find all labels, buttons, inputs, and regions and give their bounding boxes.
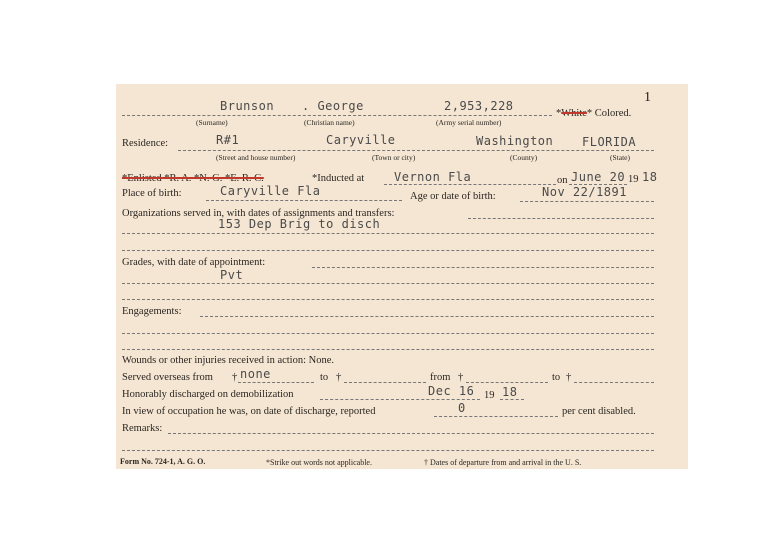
christian-name-value: . George <box>302 99 364 113</box>
discharged-date-value: Dec 16 <box>428 384 475 398</box>
to-label-1: to <box>320 372 329 383</box>
residence-county-value: Washington <box>476 134 554 148</box>
overseas-dagger-4: † <box>566 372 572 383</box>
residence-label: Residence: <box>122 138 169 149</box>
residence-street-value: R#1 <box>216 133 240 147</box>
inducted-date-value: June 20 <box>571 170 626 184</box>
discharged-year-line <box>500 399 524 400</box>
disabled-suffix: per cent disabled. <box>562 406 636 417</box>
grades-line-2 <box>122 283 654 284</box>
race-white-struck: White <box>561 108 587 119</box>
orgs-label: Organizations served in, with dates of assignments and transfers: <box>122 208 395 219</box>
dob-label: Age or date of birth: <box>410 191 496 202</box>
overseas-label: Served overseas from <box>122 372 213 383</box>
engagements-line-1 <box>200 316 654 317</box>
race-colored: Colored. <box>594 108 632 119</box>
overseas-from-value: none <box>240 367 271 381</box>
orgs-value: 153 Dep Brig to disch <box>218 217 381 231</box>
engagements-line-3 <box>122 349 654 350</box>
disabled-value: 0 <box>458 401 466 415</box>
engagements-line-2 <box>122 333 654 334</box>
town-caption: (Town or city) <box>372 153 416 162</box>
engagements-label: Engagements: <box>122 306 182 317</box>
remarks-line-1 <box>168 433 654 434</box>
pob-value: Caryville Fla <box>220 184 321 198</box>
orgs-line-3 <box>122 250 654 251</box>
name-line <box>122 115 552 116</box>
grades-label: Grades, with date of appointment: <box>122 257 266 268</box>
dob-line <box>520 201 654 202</box>
overseas-dagger-2: † <box>336 372 342 383</box>
enlisted-struck: *Enlisted *R. A. *N. G. *E. R. C. <box>122 173 264 184</box>
surname-value: Brunson <box>220 99 275 113</box>
remarks-line-2 <box>122 450 654 451</box>
orgs-line-1 <box>468 218 654 219</box>
on-label: on <box>557 175 568 186</box>
inducted-year-value: 18 <box>642 170 658 184</box>
race-field: *White* Colored. <box>556 108 632 119</box>
grades-value: Pvt <box>220 268 244 282</box>
footnote-dates: † Dates of departure from and arrival in the U. S. <box>424 458 582 467</box>
card-number: 1 <box>644 90 651 105</box>
overseas-from-2-line <box>466 382 548 383</box>
overseas-from-line <box>238 382 314 383</box>
residence-state-value: FLORIDA <box>582 135 637 149</box>
discharged-year-value: 18 <box>502 385 518 399</box>
overseas-to-line <box>344 382 426 383</box>
to-label-2: to <box>552 372 561 383</box>
residence-town-value: Caryville <box>326 133 396 147</box>
grades-line-3 <box>122 299 654 300</box>
street-caption: (Street and house number) <box>216 153 296 162</box>
discharged-label: Honorably discharged on demobilization <box>122 389 294 400</box>
form-number: Form No. 724-1, A. G. O. <box>120 457 206 466</box>
surname-caption: (Surname) <box>196 118 228 127</box>
inducted-place-value: Vernon Fla <box>394 170 472 184</box>
overseas-dagger-1: † <box>232 372 238 383</box>
footnote-strike: *Strike out words not applicable. <box>266 458 372 467</box>
service-record-card <box>116 84 688 469</box>
discharged-year-prefix: 19 <box>484 390 495 401</box>
county-caption: (County) <box>510 153 538 162</box>
remarks-label: Remarks: <box>122 423 163 434</box>
serial-number-value: 2,953,228 <box>444 99 514 113</box>
residence-line <box>178 150 654 151</box>
occupation-label: In view of occupation he was, on date of discharge, reported <box>122 406 376 417</box>
pob-label: Place of birth: <box>122 188 182 199</box>
christian-name-caption: (Christian name) <box>304 118 355 127</box>
state-caption: (State) <box>610 153 630 162</box>
orgs-line-2 <box>122 233 654 234</box>
from-label: from <box>430 372 451 383</box>
wounds-label: Wounds or other injuries received in action: None. <box>122 355 335 366</box>
disabled-line <box>434 416 558 417</box>
pob-line <box>206 200 402 201</box>
overseas-to-2-line <box>574 382 654 383</box>
dob-value: Nov 22/1891 <box>542 185 627 199</box>
inducted-year-prefix: 19 <box>628 174 639 185</box>
overseas-dagger-3: † <box>458 372 464 383</box>
discharged-date-line <box>320 399 480 400</box>
inducted-place-line <box>384 184 556 185</box>
inducted-label: *Inducted at <box>312 173 365 184</box>
serial-caption: (Army serial number) <box>436 118 502 127</box>
grades-line-1 <box>312 267 654 268</box>
